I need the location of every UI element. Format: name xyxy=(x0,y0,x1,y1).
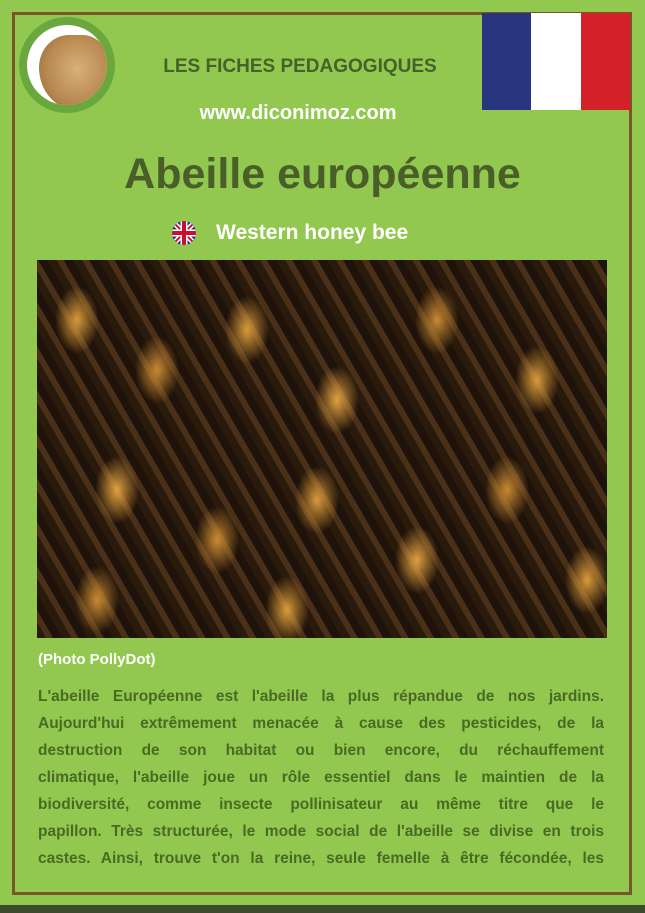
description-line: climatique, l'abeille joue un rôle essentiel dans le maintien de la xyxy=(38,769,604,786)
description-line: biodiversité, comme insecte pollinisateur au même titre que le xyxy=(38,796,604,813)
description-line: castes. Ainsi, trouve t'on la reine, seule femelle à être fécondée, les xyxy=(38,850,604,867)
description-line: Aujourd'hui extrêmement menacée à cause des pesticides, de la xyxy=(38,715,604,732)
france-flag-icon xyxy=(482,13,630,110)
description-line: L'abeille Européenne est l'abeille la plus répandue de nos jardins. xyxy=(38,688,604,705)
photo-credit: (Photo PollyDot) xyxy=(38,651,156,668)
description-line: papillon. Très structurée, le mode social de l'abeille se divise en trois xyxy=(38,823,604,840)
honey-bees-photo xyxy=(37,260,607,638)
diconimoz-logo xyxy=(19,17,115,113)
description-text xyxy=(38,683,604,872)
uk-flag-icon xyxy=(172,221,196,245)
page-title: Abeille européenne xyxy=(124,150,521,198)
website-link[interactable]: www.diconimoz.com xyxy=(199,102,397,124)
bottom-strip xyxy=(0,905,645,913)
lioness-image xyxy=(39,35,107,105)
english-name: Western honey bee xyxy=(216,221,409,244)
description-line: destruction de son habitat ou bien encore, du réchauffement xyxy=(38,742,604,759)
series-title: LES FICHES PEDAGOGIQUES xyxy=(163,56,437,77)
